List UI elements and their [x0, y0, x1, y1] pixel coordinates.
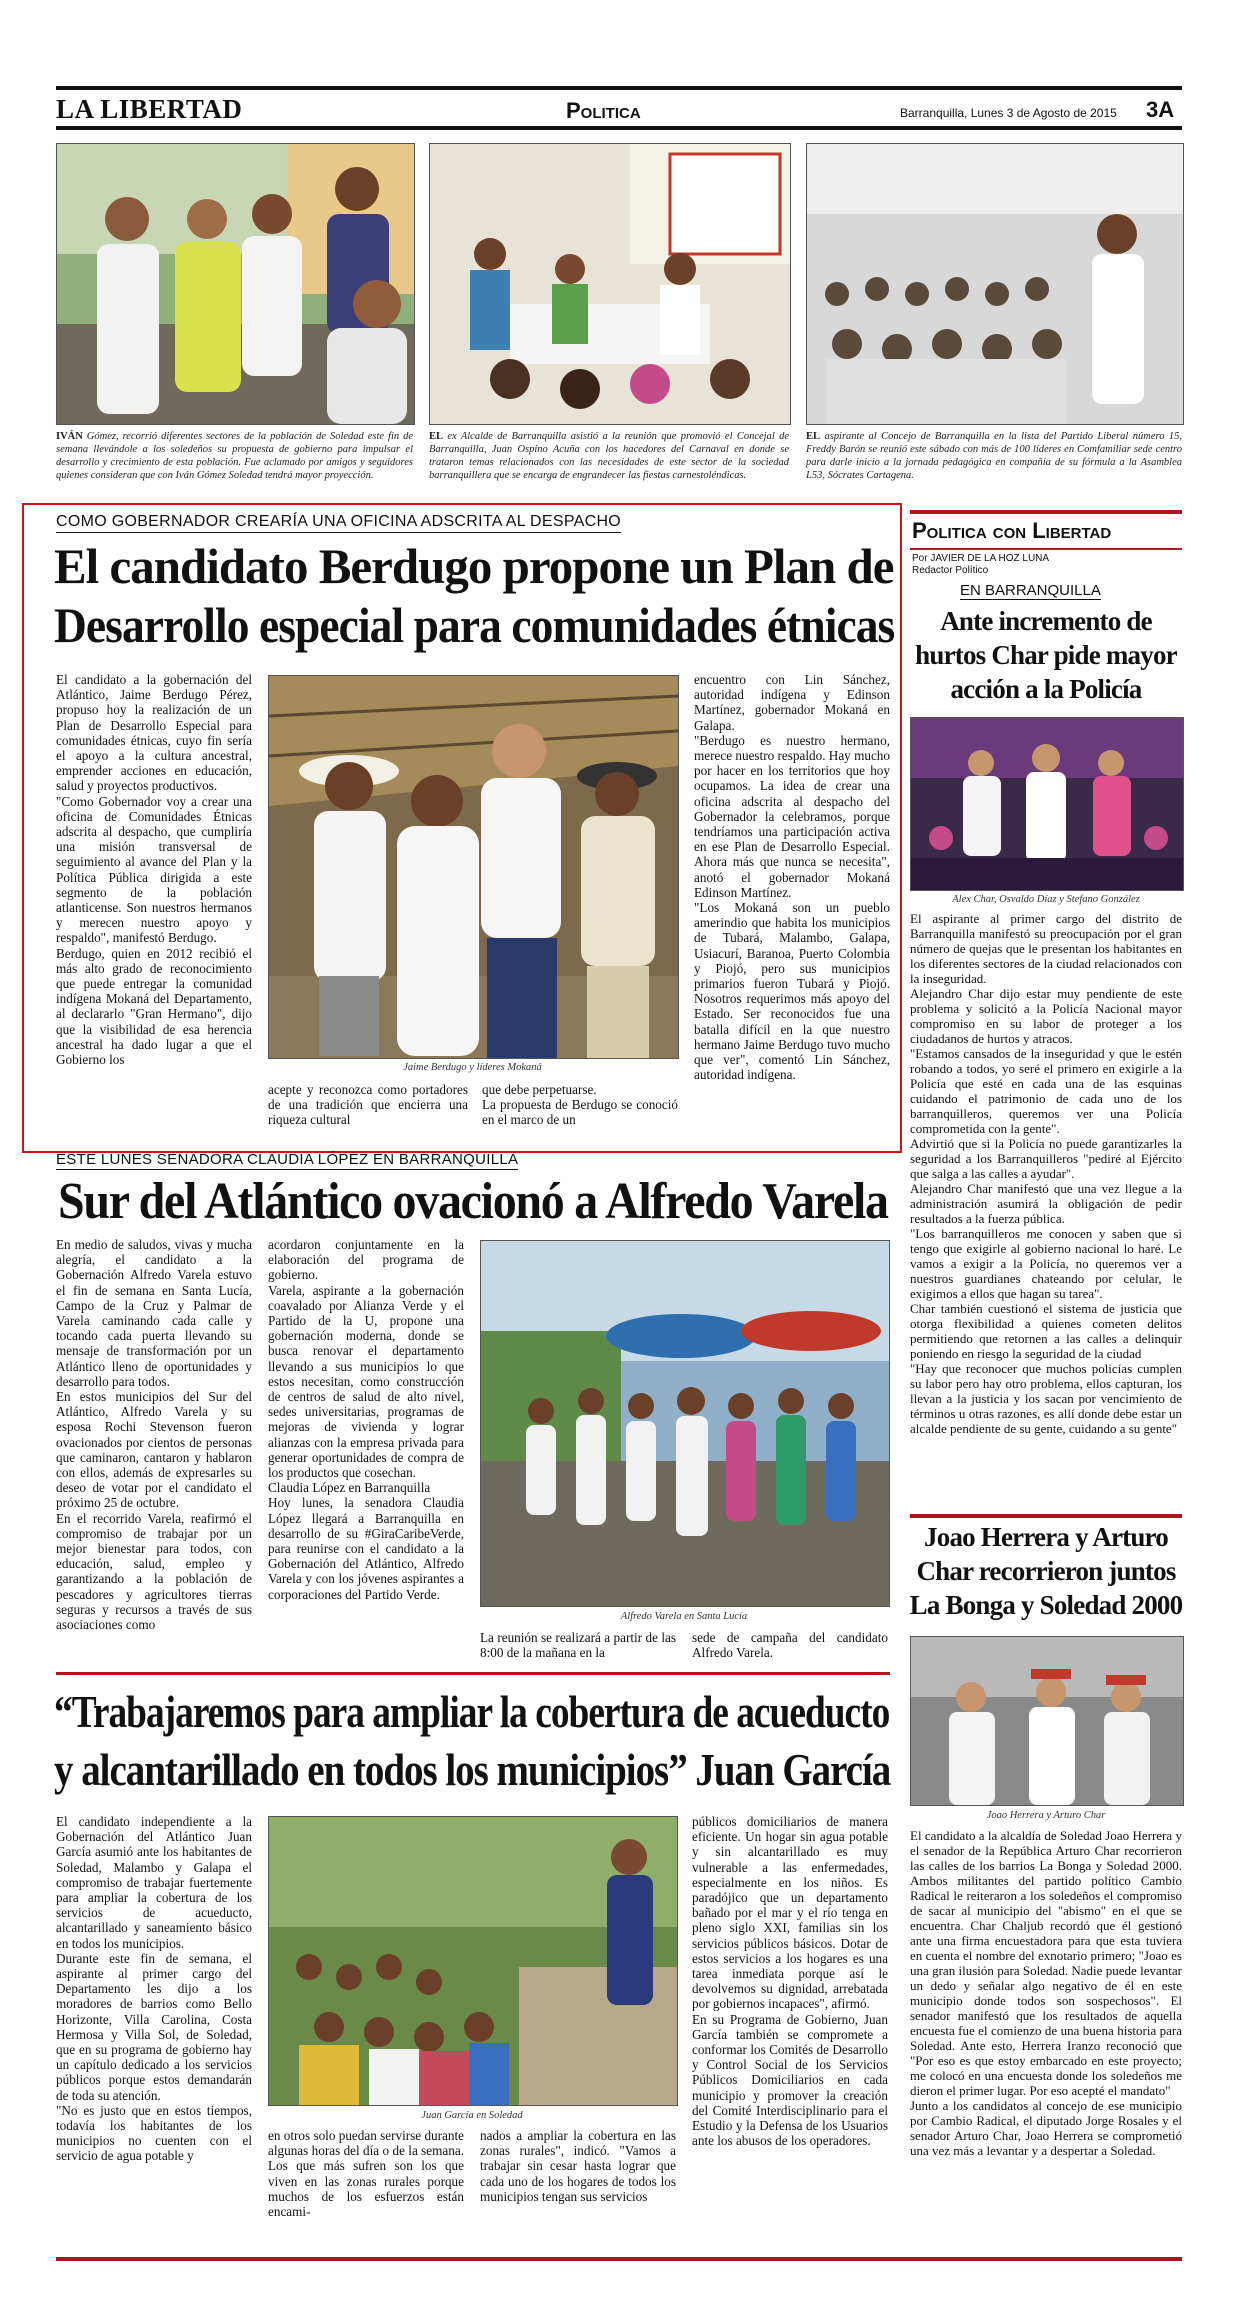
- masthead-paper-name: LA LIBERTAD: [56, 94, 243, 124]
- masthead-top-rule: [56, 86, 1182, 90]
- masthead-page-number: 3A: [1146, 97, 1175, 122]
- story2-kicker: ESTE LUNES SENADORA CLAUDIA LÓPEZ EN BARRANQUILLA: [56, 1151, 519, 1168]
- story3-under-photo-b: [480, 2128, 676, 2250]
- story3-col3-p1: públicos domiciliarios de manera eficiente. Un hogar sin agua potable y sin alcantarillado es muy vulnerable a las enfermedades, especialmente en los niños. Es paradójico que un departamento bañado por el mar y el río tenga en pleno siglo XXI, familias sin los servicios públicos básicos. Dotar de estos servicios a los hogares es una tarea inmediata porque así le devolvemos su dignidad, arrebatada por gobiernos incapaces", afirmó.: [692, 1814, 888, 2012]
- story3-under-photo-a: [268, 2128, 464, 2250]
- sidebar-story2-p1: El candidato a la alcaldía de Soledad Joao Herrera y el senador de la República Arturo Char recorrieron las calles de los barrios La Bonga y Soledad 2000. Ambos militantes del partido político Cambio Radical le reiteraron a los soledeños el compromiso de sacar al municipio del "abismo" en el que se encuentra. Char Chaljub recordó que él gestionó ante una firma encuestadora para que esta tuviera en cuenta el nombre del exnotario primero; "Joao es una gran ilusión para Soledad. Nadie puede levantar un dedo y señalar algo negativo de él en este municipio donde todos son sospechosos". El senador manifestó que los resultados de aquella encuesta fue el comienzo de una buena historia para Soledad. Ante esto, Herrera Iranzo reconoció que "Por eso es que estoy embarcado en este proyecto; me colocó en una encuesta donde los soledeños me dieron el primer lugar. Por eso acepté el mandato": [910, 1828, 1182, 2098]
- story2-column-2: [268, 1237, 464, 1665]
- story1-photo-credit: Jaime Berdugo y líderes Mokaná: [403, 1062, 542, 1073]
- story2-under-b-text: sede de campaña del candidato Alfredo Varela.: [692, 1630, 888, 1661]
- sidebar-body-p6: "Los barranquilleros me conocen y saben que si tengo que exigirle al gobierno nacional lo haré. Le vamos a exigir a la Policía, no queremos ver a nuestros guardianes chateando por celular, le exigimos a ellos que hagan su tarea".: [910, 1226, 1182, 1301]
- story2-photo-varela: [480, 1240, 890, 1607]
- sidebar-body-p2: Alejandro Char dijo estar muy pendiente de este problema y solicitó a la Policía Nacional mayor compromiso en su labor de proteger a los ciudadanos de hurtos y atracos.: [910, 986, 1182, 1046]
- sidebar-photo-credit: Alex Char, Osvaldo Díaz y Stefano González: [952, 894, 1140, 905]
- sidebar-photo-joao-herrera: [910, 1636, 1184, 1806]
- masthead-section: Politica: [566, 98, 641, 123]
- story1-col1-p1: El candidato a la gobernación del Atlántico, Jaime Berdugo Pérez, propuso hoy la realización de un Plan de Desarrollo Especial para comunidades étnicas, cuyo fin sería el apoyo a la cultura ancestral, emprender acciones en educación, salud y proyectos productivos.: [56, 672, 252, 794]
- story2-under-a-text: La reunión se realizará a partir de las 8:00 de la mañana en la: [480, 1630, 676, 1661]
- story1-under-photo-a: [268, 1082, 468, 1142]
- story2-photo-credit: Alfredo Varela en Santa Lucía: [620, 1611, 748, 1622]
- story1-col3-p3: "Los Mokaná son un pueblo amerindio que habita los municipios de Tubará, Malambo, Galapa, Usiacurí, Baranoa, Puerto Colombia y Piojó, pero sus municipios primarios fueron Tubará y Piojó. Nosotros requerimos más apoyo del Estado. Ser reconocidos fue una batalla difícil en la que nuestro hermano Jaime Berdugo tuvo mucho que ver", comentó Lin Sánchez, autoridad indígena.: [694, 900, 890, 1083]
- page-bottom-rule: [56, 2257, 1182, 2261]
- story3-under-a-text: en otros solo puedan servirse durante algunas horas del día o de la semana. Los que más sufren son los que viven en las zonas rurales porque muchos de los esfuerzos están encami-: [268, 2128, 464, 2220]
- story2-column-1: [56, 1237, 252, 1665]
- story1-kicker: COMO GOBERNADOR CREARÍA UNA OFICINA ADSCRITA AL DESPACHO: [56, 513, 621, 533]
- top-caption-1-lead: IVÁN: [56, 431, 83, 442]
- story1-under-a-text: acepte y reconozca como portadores de una tradición que encierra una riqueza cultural: [268, 1082, 468, 1128]
- sidebar-section-title: Politica con Libertad: [912, 518, 1112, 543]
- sidebar-story2-p2: Junto a los candidatos al concejo de ese municipio por Cambio Radical, el diputado Jorge Rosales y el senador Arturo Char, Joao Herrera se comprometió una vez más a levantar y a despertar a Soledad.: [910, 2098, 1182, 2158]
- top-caption-1: [56, 430, 413, 482]
- story3-headline-line1: “Trabajaremos para ampliar la cobertura de acueducto: [54, 1686, 890, 1737]
- top-photo-ivan-gomez: [56, 143, 415, 425]
- sidebar-body-p5: Alejandro Char manifestó que una vez llegue a la administración asumirá la obligación de pedir resultados a la fuerza pública.: [910, 1181, 1182, 1226]
- story1-under-b-text: que debe perpetuarse.: [482, 1082, 597, 1097]
- top-caption-2-lead: EL: [429, 431, 444, 442]
- sidebar-body-p4: Advirtió que si la Policía no puede garantizarles la seguridad a los Barranquilleros "pediré al Ejército que salga a las calles a ayudar".: [910, 1136, 1182, 1181]
- story1-col1-p3: Berdugo, quien en 2012 recibió el más alto grado de reconocimiento que puede entregar la comunidad indígena Mokaná del Departamento, al declararlo "Gran Hermano", dijo que la visibilidad de esa herencia ancestral ha dado lugar a que el Gobierno los: [56, 945, 252, 1068]
- sidebar-story1-body: [910, 911, 1182, 1512]
- masthead-date: Barranquilla, Lunes 3 de Agosto de 2015: [900, 106, 1117, 120]
- story1-col3-p2: "Berdugo es nuestro hermano, merece nuestro respaldo. Hay mucho por hacer en los territorios que hoy ocupamos. La idea de crear una oficina adscrita al despacho del Gobernador la celebramos, porque tendríamos una participación activa en ese Plan de Desarrollo Especial. Ahora más que nunca se necesita", anotó el gobernador Mokaná Edinson Martínez.: [694, 732, 890, 900]
- sidebar-byline-role: Redactor Político: [912, 565, 989, 576]
- sidebar-story2-body: [910, 1828, 1182, 2218]
- story1-under-c-text: La propuesta de Berdugo se conoció en el marco de un: [482, 1097, 678, 1128]
- story3-column-3: [692, 1814, 888, 2250]
- story2-col2-p3: Hoy lunes, la senadora Claudia López llegará a Barranquilla en desarrollo de su #GiraCaribeVerde, para reunirse con el candidato a la Gobernación del Atlántico, Alfredo Varela y con los jóvenes aspirantes a corporaciones del Partido Verde.: [268, 1495, 464, 1602]
- story2-col1-p1: En medio de saludos, vivas y mucha alegría, el candidato a la Gobernación Alfredo Varela estuvo el fin de semana en Santa Lucía, Campo de la Cruz y Palmar de Varela caminando cada calle y tocando cada puerta llevando su mensaje de transformación por un Atlántico lleno de oportunidades y desarrollo para todos.: [56, 1237, 252, 1389]
- story1-col3-p1: encuentro con Lin Sánchez, autoridad indígena y Edinson Martínez, gobernador Mokaná en Galapa.: [694, 672, 890, 733]
- top-caption-3-text: aspirante al Concejo de Barranquilla en la lista del Partido Liberal número 15, Freddy Barón se reunió este sábado con más de 100 líderes en Comfamiliar sede centro para darle inicio a la jornada pedagógica en compañía de su fórmula a la Asamblea L53, Sócrates Cartagena.: [806, 431, 1182, 481]
- story1-col1-p2: "Como Gobernador voy a crear una oficina de Comunidades Étnicas adscrita al despacho, que cumpliría una misión transversal de seguimiento al avance del Plan y la Política Pública dirigida a este segmento de la población atlanticense. Son nuestros hermanos y merecen nuestro apoyo y respaldo", manifestó Berdugo.: [56, 793, 252, 946]
- story2-col2-subhead: Claudia López en Barranquilla: [268, 1480, 431, 1496]
- story3-headline-line2: y alcantarillado en todos los municipios” Juan García: [54, 1744, 891, 1795]
- story3-col3-p2: En su Programa de Gobierno, Juan García también se compromete a conformar los Comités de Desarrollo y Control Social de los Servicios Públicos Domiciliarios en cada municipio y promover la creación del Comité Interdisciplinario para el Estudio y la Defensa de los Usuarios ante los abusos de los operadores.: [692, 2011, 888, 2149]
- story3-photo-juan-garcia: [268, 1816, 678, 2106]
- story2-col1-p2: En estos municipios del Sur del Atlántico, Alfredo Varela y su esposa Rochi Stevenson fueron ovacionados por cientos de personas que caminaron, cantaron y hablaron con ellos, además de expresarles su deseo de votar por el candidato el próximo 25 de octubre.: [56, 1389, 252, 1511]
- story2-headline: Sur del Atlántico ovacionó a Alfredo Varela: [58, 1173, 888, 1230]
- story2-col2-p2: Varela, aspirante a la gobernación coavalado por Alianza Verde y el Partido de la U, propone una gobernación moderna, donde se busca renovar el departamento llevando a sus municipios lo que estos necesitan, como construcción de centros de salud de alto nivel, sedes universitarias, programas de mejoras de vivienda y lograr alianzas con la empresa privada para generar oportunidades de compra de los productos que cosechan.: [268, 1282, 464, 1481]
- story3-column-1: [56, 1814, 252, 2244]
- story3-col1-p2: Durante este fin de semana, el aspirante al primer cargo del Departamento les dijo a los moradores de barrios como Bello Horizonte, Villa Carolina, Costa Hermosa y Villa Sol, de Soledad, que en su programa de gobierno hay un capítulo dedicado a los servicios públicos porque estos demandarán de toda su atención.: [56, 1950, 252, 2103]
- top-photo-freddy-baron: [806, 143, 1184, 425]
- story2-bottom-rule: [56, 1672, 890, 1675]
- story1-headline-line2: Desarrollo especial para comunidades étnicas: [54, 597, 895, 653]
- top-caption-1-text: Gómez, recorrió diferentes sectores de la población de Soledad este fin de semana llevándole a los soledeños su propuesta de gobierno para impulsar el desarrollo y crecimiento de esta población. Fue aclamado por amigos y seguidores quienes consideran que con Iván Gómez Soledad tendrá mayor proyección.: [56, 431, 413, 481]
- sidebar-photo2-credit: Joao Herrera y Arturo Char: [986, 1810, 1106, 1821]
- sidebar-body-p8: "Hay que reconocer que muchos policías cumplen su labor pero hay otro problema, ellos capturan, los llevan a la justicia y los sacan por vencimiento de términos u otras razones, es allí donde debe estar un alcalde pendiente de su gente, cuidando a su gente": [910, 1361, 1182, 1436]
- top-caption-3-lead: EL: [806, 431, 821, 442]
- sidebar-body-p3: "Estamos cansados de la inseguridad y que le estén robando a todos, yo seré el primero en exigirle a la Policía que esté en cada una de las esquinas cuidando el patrimonio de cada uno de los barranquilleros, queremos ver una Policía comprometida con la gente".: [910, 1046, 1182, 1136]
- story2-col2-p1: acordaron conjuntamente en la elaboración del programa de gobierno.: [268, 1237, 464, 1283]
- story2-col1-p3: En el recorrido Varela, reafirmó el compromiso de trabajar por un mejor bienestar para todos, con educación, salud, empleo y garantizando a la población de pescadores y agricultores tierras seguras y recursos a través de sus asociaciones como: [56, 1510, 252, 1633]
- story1-under-photo-b: [482, 1082, 678, 1142]
- sidebar-title-rule: [910, 548, 1182, 550]
- sidebar-kicker: EN BARRANQUILLA: [960, 582, 1101, 599]
- sidebar-top-rule: [910, 510, 1182, 514]
- story1-column-1: [56, 672, 252, 1144]
- sidebar-body-p7: Char también cuestionó el sistema de justicia que otorga flexibilidad a quienes cometen delitos permitiendo que retornen a las calles a delinquir poniendo en riesgo la seguridad de la ciudad: [910, 1301, 1182, 1361]
- story1-photo-berdugo-mokana: [268, 675, 679, 1059]
- sidebar-byline: Por JAVIER DE LA HOZ LUNA: [912, 553, 1050, 564]
- top-caption-3: [806, 430, 1182, 482]
- masthead-bottom-rule: [56, 126, 1182, 130]
- top-photo-carnival-meeting: [429, 143, 791, 425]
- story3-photo-credit: Juan García en Soledad: [421, 2110, 523, 2121]
- sidebar-middle-rule: [910, 1514, 1182, 1518]
- top-caption-2-text: ex Alcalde de Barranquilla asistió a la reunión que promovió el Concejal de Barranquilla, Juan Ospino Acuña con los hacedores del Carnaval en donde se trataron temas relacionados con las necesidades de este sector de la sociedad barranquillera que se encarga de engrandecer las fiestas carnestoléndicas.: [429, 431, 789, 481]
- story3-under-b-text: nados a ampliar la cobertura en las zonas rurales", indicó. "Vamos a trabajar sin cesar hasta lograr que cada uno de los hogares de todos los municipios tengan sus servicios: [480, 2128, 676, 2204]
- sidebar-headline: Ante incremento de hurtos Char pide mayor acción a la Policía: [915, 606, 1177, 704]
- story1-column-3: [694, 672, 890, 1144]
- sidebar-body-p1: El aspirante al primer cargo del distrito de Barranquilla manifestó su preocupación por el gran número de quejas que le presentan los habitantes en los diferentes sectores de la ciudad relacionados con la inseguridad.: [910, 911, 1182, 986]
- story3-col1-p1: El candidato independiente a la Gobernación del Atlántico Juan García asumió ante los habitantes de Soledad, Malambo y Galapa el compromiso de trabajar fuertemente para ampliar la cobertura de los servicios de acueducto, alcantarillado y saneamiento básico en todos los municipios.: [56, 1814, 252, 1951]
- story1-headline-line1: El candidato Berdugo propone un Plan de: [54, 538, 894, 594]
- sidebar-photo-alex-char: [910, 717, 1184, 891]
- sidebar-headline-2: Joao Herrera y Arturo Char recorrieron juntos La Bonga y Soledad 2000: [909, 1522, 1183, 1620]
- story2-under-photo-b: [692, 1630, 888, 1666]
- story2-under-photo-a: [480, 1630, 676, 1666]
- story3-col1-p3: "No es justo que en estos tiempos, todavía los habitantes de los municipios no cuenten con el servicio de agua potable y: [56, 2102, 252, 2164]
- top-caption-2: [429, 430, 789, 482]
